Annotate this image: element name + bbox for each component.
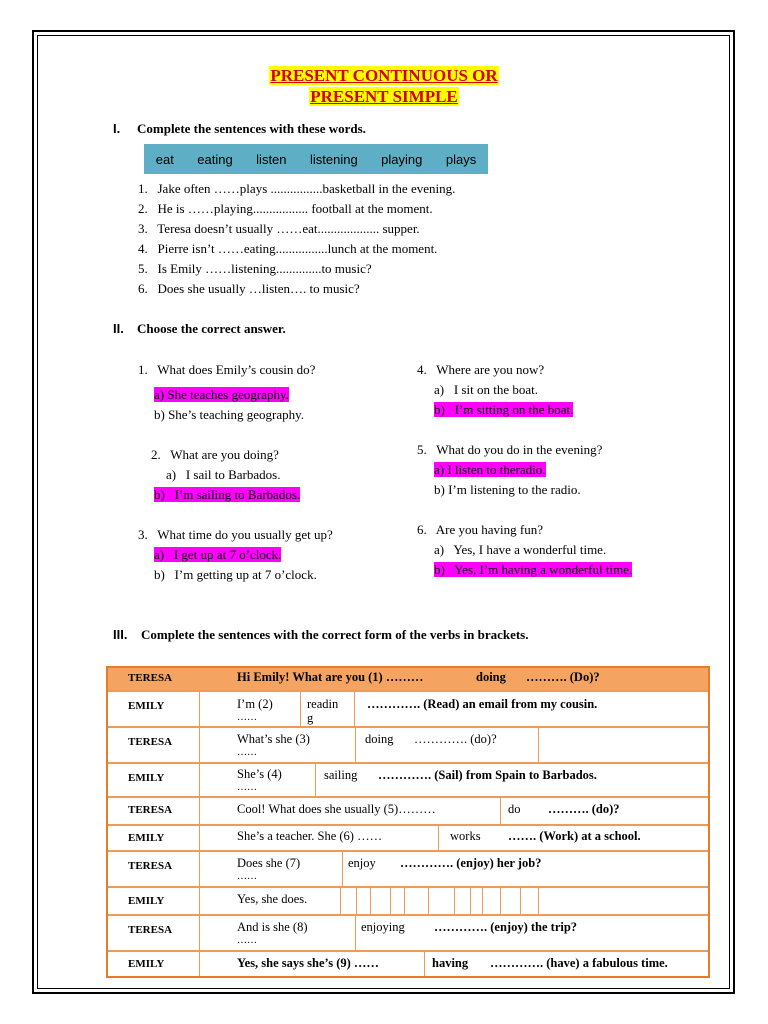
answer-option: b) I’m listening to the radio. bbox=[434, 482, 581, 497]
question: 6. Are you having fun? bbox=[417, 522, 544, 537]
word: listening bbox=[310, 151, 358, 167]
section-1-instruction: Complete the sentences with these words. bbox=[137, 121, 366, 136]
verb-prompt: …………. (Read) an email from my cousin. bbox=[367, 697, 598, 711]
dialogue-text: She’s a teacher. She (6) …… bbox=[237, 829, 383, 843]
speaker-name: TERESA bbox=[128, 924, 173, 936]
table-row bbox=[108, 726, 708, 762]
title-line-1: PRESENT CONTINUOUS OR bbox=[270, 66, 498, 85]
speaker-name: TERESA bbox=[128, 860, 173, 872]
dialogue-text: Cool! What does she usually (5)……… bbox=[237, 802, 436, 816]
dialogue-text: Does she (7) bbox=[237, 856, 301, 870]
answer-option: a) I get up at 7 o’clock. bbox=[154, 547, 282, 562]
answer-text: having bbox=[432, 956, 469, 970]
answer-option: b) I’m getting up at 7 o’clock. bbox=[154, 567, 317, 582]
dialogue-text: …… bbox=[237, 935, 257, 946]
question: 3. What time do you usually get up? bbox=[138, 527, 333, 542]
dialogue-text: Yes, she does. bbox=[237, 892, 308, 906]
speaker-name: EMILY bbox=[128, 958, 165, 970]
answer-option: a) I listen to theradio. bbox=[434, 462, 546, 477]
dialogue-text: …… bbox=[237, 782, 257, 793]
section-1-number: I. bbox=[113, 121, 121, 136]
section-2-number: II. bbox=[113, 321, 124, 336]
table-row bbox=[108, 690, 708, 726]
verb-prompt: …………. (enjoy) her job? bbox=[400, 856, 542, 870]
question: 1. What does Emily’s cousin do? bbox=[138, 362, 316, 377]
verb-prompt: ………. (do)? bbox=[548, 802, 620, 816]
table-row bbox=[108, 824, 708, 850]
dialogue-text: And is she (8) bbox=[237, 920, 308, 934]
word: playing bbox=[381, 151, 423, 167]
answer-text: do bbox=[508, 802, 521, 816]
speaker-name: TERESA bbox=[128, 672, 173, 684]
answer-option: b) She’s teaching geography. bbox=[154, 407, 305, 422]
answer-text: doing bbox=[476, 670, 506, 684]
table-row bbox=[108, 850, 708, 886]
word: listen bbox=[256, 151, 287, 167]
dialogue-text: She’s (4) bbox=[237, 767, 282, 781]
speaker-name: EMILY bbox=[128, 700, 165, 712]
section-3-instruction: Complete the sentences with the correct form of the verbs in brackets. bbox=[141, 627, 529, 642]
table-row bbox=[108, 886, 708, 914]
section-2-instruction: Choose the correct answer. bbox=[137, 321, 286, 336]
exercise-1-item: 5. Is Emily ……listening..............to music? bbox=[138, 261, 372, 276]
table-row bbox=[108, 762, 708, 796]
table-row bbox=[108, 796, 708, 824]
answer-option: a) I sail to Barbados. bbox=[166, 467, 281, 482]
exercise-1-item: 3. Teresa doesn’t usually ……eat................... supper. bbox=[138, 221, 420, 236]
dialogue-text: Hi Emily! What are you (1) ……… bbox=[237, 670, 424, 684]
exercise-1-item: 6. Does she usually …listen…. to music? bbox=[138, 281, 360, 296]
verb-prompt: …………. (do)? bbox=[414, 732, 497, 746]
answer-option: a) Yes, I have a wonderful time. bbox=[434, 542, 607, 557]
answer-option: a) I sit on the boat. bbox=[434, 382, 538, 397]
answer-option: b) I’m sitting on the boat. bbox=[434, 402, 574, 417]
word: eat bbox=[155, 151, 174, 167]
dialogue-text: I’m (2) bbox=[237, 697, 273, 711]
answer-option: b) Yes, I’m having a wonderful time. bbox=[434, 562, 633, 577]
word-box bbox=[144, 144, 488, 174]
answer-text: enjoying bbox=[361, 920, 405, 934]
dialogue-text: …… bbox=[237, 712, 257, 723]
verb-prompt: ……. (Work) at a school. bbox=[508, 829, 641, 843]
dialogue-text: …… bbox=[237, 871, 257, 882]
answer-text: readin bbox=[307, 697, 339, 711]
dialogue-text: Yes, she says she’s (9) …… bbox=[237, 956, 379, 970]
answer-text: g bbox=[307, 711, 314, 725]
speaker-name: EMILY bbox=[128, 832, 165, 844]
word: plays bbox=[445, 151, 477, 167]
question: 5. What do you do in the evening? bbox=[417, 442, 603, 457]
dialogue-text: What’s she (3) bbox=[237, 732, 310, 746]
word: eating bbox=[197, 151, 233, 167]
speaker-name: TERESA bbox=[128, 804, 173, 816]
answer-text: doing bbox=[365, 732, 394, 746]
title-line-2: PRESENT SIMPLE bbox=[310, 87, 458, 106]
exercise-1-item: 2. He is ……playing................. football at the moment. bbox=[138, 201, 433, 216]
verb-prompt: …………. (have) a fabulous time. bbox=[490, 956, 668, 970]
answer-text: works bbox=[450, 829, 481, 843]
dialogue-text: …… bbox=[237, 747, 257, 758]
exercise-1-item: 4. Pierre isn’t ……eating................lunch at the moment. bbox=[138, 241, 438, 256]
question: 4. Where are you now? bbox=[417, 362, 545, 377]
question: 2. What are you doing? bbox=[151, 447, 279, 462]
answer-text: sailing bbox=[324, 768, 358, 782]
section-3-number: III. bbox=[113, 627, 128, 642]
verb-prompt: …………. (Sail) from Spain to Barbados. bbox=[378, 768, 597, 782]
table-row bbox=[108, 914, 708, 950]
answer-option: a) She teaches geography. bbox=[154, 387, 289, 402]
verb-prompt: ………. (Do)? bbox=[526, 670, 600, 684]
answer-text: enjoy bbox=[348, 856, 376, 870]
verb-prompt: …………. (enjoy) the trip? bbox=[434, 920, 578, 934]
answer-option: b) I’m sailing to Barbados. bbox=[154, 487, 301, 502]
exercise-1-item: 1. Jake often ……plays ................basketball in the evening. bbox=[138, 181, 456, 196]
dialogue-table bbox=[106, 666, 710, 978]
table-row bbox=[108, 668, 708, 690]
table-row bbox=[108, 950, 708, 976]
speaker-name: EMILY bbox=[128, 895, 165, 907]
speaker-name: EMILY bbox=[128, 772, 165, 784]
speaker-name: TERESA bbox=[128, 736, 173, 748]
